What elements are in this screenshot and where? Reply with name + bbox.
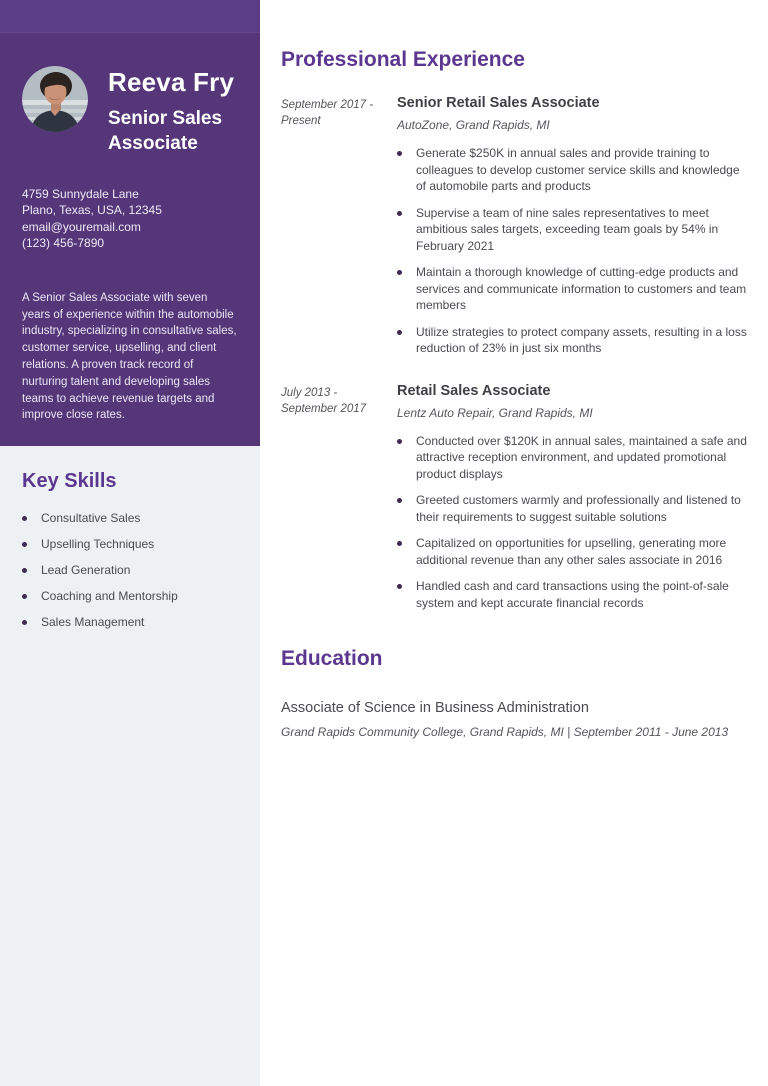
job-title: Retail Sales Associate <box>397 382 551 399</box>
bullet-dot-icon <box>397 211 402 216</box>
job-bullet-text: Utilize strategies to protect company assets, resulting in a loss reduction of 23% in just six months <box>416 324 747 356</box>
education-heading: Education <box>281 647 383 671</box>
job-bullet <box>397 264 750 314</box>
job-content <box>397 383 750 622</box>
identity-block <box>108 66 238 156</box>
bullet-dot-icon <box>397 439 402 444</box>
job-content <box>397 95 750 367</box>
skills-list <box>22 511 238 630</box>
job-bullet-list <box>397 145 750 357</box>
education-section <box>281 647 750 739</box>
job-dates: July 2013 - September 2017 <box>281 386 367 415</box>
bullet-dot-icon <box>22 594 27 599</box>
job-bullet-text: Greeted customers warmly and professionally and listened to their requirements to suggest suitable solutions <box>416 493 741 524</box>
contact-phone: (123) 456-7890 <box>22 236 105 251</box>
main-content <box>260 0 768 1086</box>
avatar <box>22 66 88 132</box>
contact-address-line1: 4759 Sunnydale Lane <box>22 186 139 201</box>
skill-item <box>22 615 238 630</box>
job-bullet-text: Handled cash and card transactions using the point-of-sale system and kept accurate financial records <box>416 579 729 610</box>
professional-experience-heading: Professional Experience <box>281 48 525 71</box>
job-bullet-text: Generate $250K in annual sales and provide training to colleagues to develop customer service skills and knowledge of automobile parts and products <box>416 146 740 194</box>
contact-address-line2: Plano, Texas, USA, 12345 <box>22 203 162 218</box>
bullet-dot-icon <box>22 516 27 521</box>
skill-label: Upselling Techniques <box>41 537 155 552</box>
job-bullet <box>397 433 750 483</box>
professional-experience-section <box>281 48 750 621</box>
skill-item <box>22 537 238 552</box>
sidebar <box>0 0 260 1086</box>
job-bullet <box>397 145 750 195</box>
job-entry <box>281 95 750 367</box>
skill-label: Coaching and Mentorship <box>41 589 178 604</box>
job-bullet <box>397 578 750 611</box>
education-degree: Associate of Science in Business Administration <box>281 700 589 717</box>
person-photo-icon <box>22 66 88 132</box>
profile-row <box>22 66 238 156</box>
bullet-dot-icon <box>397 270 402 275</box>
person-job-title: Senior Sales Associate <box>108 107 223 154</box>
job-company: Lentz Auto Repair, Grand Rapids, MI <box>397 405 593 420</box>
education-details: Grand Rapids Community College, Grand Rapids, MI | September 2011 - June 2013 <box>281 725 729 740</box>
contact-email: email@youremail.com <box>22 219 141 234</box>
key-skills-section <box>0 446 260 630</box>
bullet-dot-icon <box>397 151 402 156</box>
job-bullet <box>397 492 750 525</box>
job-bullet <box>397 324 750 357</box>
job-entry <box>281 383 750 622</box>
bullet-dot-icon <box>397 541 402 546</box>
bullet-dot-icon <box>397 584 402 589</box>
job-bullet-text: Conducted over $120K in annual sales, maintained a safe and attractive reception environment, and updated promotional product displays <box>416 433 747 481</box>
skill-label: Lead Generation <box>41 563 131 578</box>
profile-block <box>0 33 260 446</box>
skill-item <box>22 511 238 526</box>
job-title: Senior Retail Sales Associate <box>397 95 600 112</box>
job-bullet-text: Maintain a thorough knowledge of cutting-edge products and services and communicate information to customers and team members <box>416 265 747 313</box>
bullet-dot-icon <box>397 498 402 503</box>
bullet-dot-icon <box>22 542 27 547</box>
bullet-dot-icon <box>22 620 27 625</box>
job-dates: September 2017 - Present <box>281 99 374 128</box>
person-name: Reeva Fry <box>108 67 235 97</box>
job-bullet-text: Supervise a team of nine sales representatives to meet ambitious sales targets, exceeding team goals by 54% in February 2021 <box>416 205 719 253</box>
key-skills-heading: Key Skills <box>22 470 117 493</box>
job-bullet-text: Capitalized on opportunities for upselling, generating more additional revenue than any other sales associate in 2016 <box>416 536 727 567</box>
bullet-dot-icon <box>22 568 27 573</box>
job-bullet <box>397 205 750 255</box>
skill-item <box>22 589 238 604</box>
job-bullet <box>397 535 750 568</box>
skill-label: Consultative Sales <box>41 511 141 526</box>
skill-item <box>22 563 238 578</box>
skill-label: Sales Management <box>41 615 145 630</box>
job-bullet-list <box>397 433 750 612</box>
sidebar-top-strip <box>0 0 260 33</box>
job-company: AutoZone, Grand Rapids, MI <box>397 118 550 133</box>
profile-summary: A Senior Sales Associate with seven years of experience within the automobile industry, specializing in consultative sales, customer service, upselling, and client relations. A proven track record of nurturing talent and developing sales teams to achieve revenue targets and improve close rates. <box>22 291 237 422</box>
bullet-dot-icon <box>397 330 402 335</box>
contact-block <box>22 186 238 252</box>
